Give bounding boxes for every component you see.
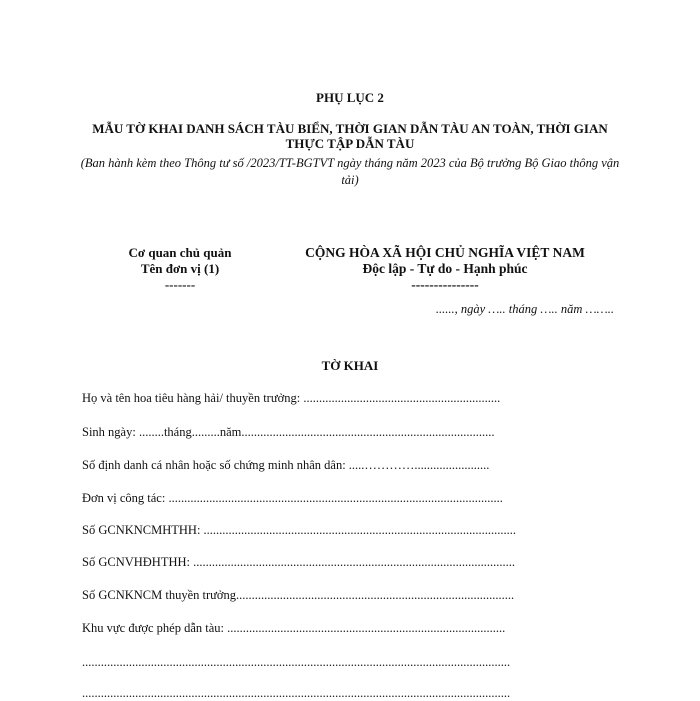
- field-full-name: Họ và tên hoa tiêu hàng hải/ thuyền trưởng: ...............................................................: [82, 391, 501, 405]
- field-captain-certificate: Số GCNKNCM thuyền trưởng.........................................................................................: [82, 588, 515, 602]
- agency-block: [90, 245, 270, 293]
- field-blank-line: .........................................................................................................................................: [82, 655, 511, 669]
- issued-note: (Ban hành kèm theo Thông tư số /2023/TT-BGTVT ngày tháng năm 2023 của Bộ trưởng Bộ Giao thông vận tải): [80, 156, 620, 187]
- field-gcnkncmhthh: Số GCNKNCMHTHH: ....................................................................................................: [82, 523, 517, 537]
- agency-name: Cơ quan chủ quản: [128, 245, 232, 260]
- field-blank-line: .........................................................................................................................................: [82, 686, 511, 700]
- field-birth-date: Sinh ngày: ........tháng.........năm.................................................................................: [82, 425, 495, 439]
- declaration-title: TỜ KHAI: [321, 358, 379, 373]
- unit-name: Tên đơn vị (1): [140, 261, 220, 276]
- nation-name: CỘNG HÒA XÃ HỘI CHỦ NGHĨA VIỆT NAM: [305, 245, 585, 260]
- date-line: ......, ngày ….. tháng ….. năm ……..: [435, 302, 614, 316]
- field-gcnvhdhthh: Số GCNVHĐHTHH: .......................................................................................................: [82, 555, 515, 569]
- agency-divider: -------: [164, 277, 196, 292]
- field-pilotage-area: Khu vực được phép dẫn tàu: .........................................................................................: [82, 621, 506, 635]
- form-title: MẪU TỜ KHAI DANH SÁCH TÀU BIỂN, THỜI GIAN DẪN TÀU AN TOÀN, THỜI GIAN THỰC TẬP DẪN TÀU: [92, 121, 608, 151]
- field-id-number: Số định danh cá nhân hoặc số chứng minh nhân dân: .....…………........................: [82, 458, 490, 472]
- nation-divider: ---------------: [411, 277, 479, 292]
- nation-motto: Độc lập - Tự do - Hạnh phúc: [362, 261, 528, 276]
- field-workplace: Đơn vị công tác: ...........................................................................................................: [82, 491, 503, 505]
- appendix-label: PHỤ LỤC 2: [316, 90, 384, 105]
- national-header: [290, 245, 600, 293]
